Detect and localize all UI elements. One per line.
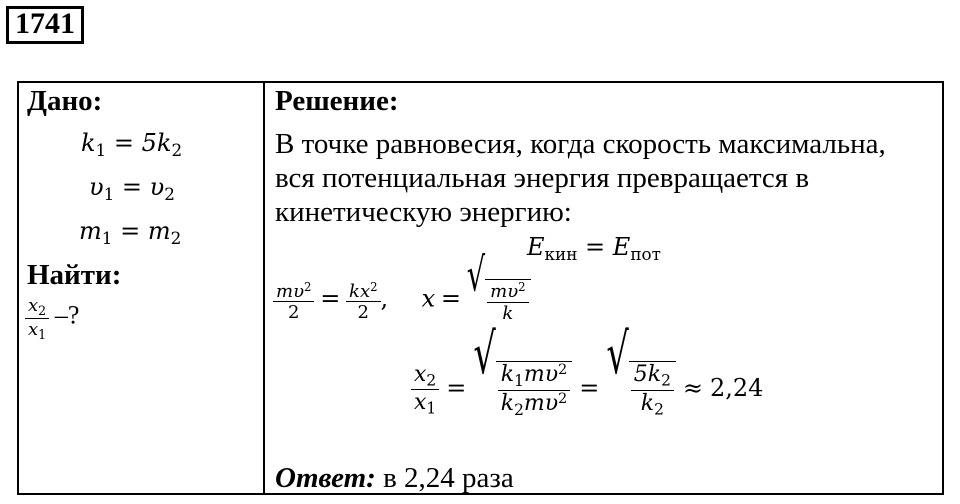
given-line-3: $m_1 = m_2$ (79, 217, 182, 249)
problem-number: 1741 (6, 6, 84, 44)
solution-text-line-1: В точке равновесия, когда скорость максимальна, (275, 128, 886, 160)
answer-label: Ответ: (275, 462, 376, 494)
answer-text: в 2,24 раза (375, 462, 514, 494)
given-heading: Дано: (27, 85, 103, 117)
kinetic-potential-equation: $\frac{m\upsilon^2}{2}$ = $\frac{kx^2}{2}$ , x = √ $\frac{m\upsilon^2}{k}$ (273, 279, 531, 324)
answer-line (275, 461, 514, 495)
given-line-2: $\upsilon_1 = \upsilon_2$ (89, 173, 175, 205)
column-divider (263, 83, 265, 493)
given-line-1: $k_1 = 5k_2$ (81, 129, 183, 161)
solution-table (17, 81, 944, 495)
solution-heading: Решение: (275, 85, 399, 117)
ratio-equation: $\frac{x_2}{x_1}$ = √ $\frac{k_1m\upsilon^2}{k_2m\upsilon^2}$ = √ $\frac{5k_2}{k_2}$ ≈ 2,24 (411, 361, 763, 419)
energy-equation: $E_{кин} = E_{пот}$ (527, 233, 661, 265)
find-expression: $\frac{x_2}{x_1}$ –? (25, 295, 79, 342)
solution-text-line-3: кинетическую энергию: (275, 196, 572, 228)
solution-text-line-2: вся потенциальная энергия превращается в (275, 162, 810, 194)
find-heading: Найти: (27, 259, 122, 291)
